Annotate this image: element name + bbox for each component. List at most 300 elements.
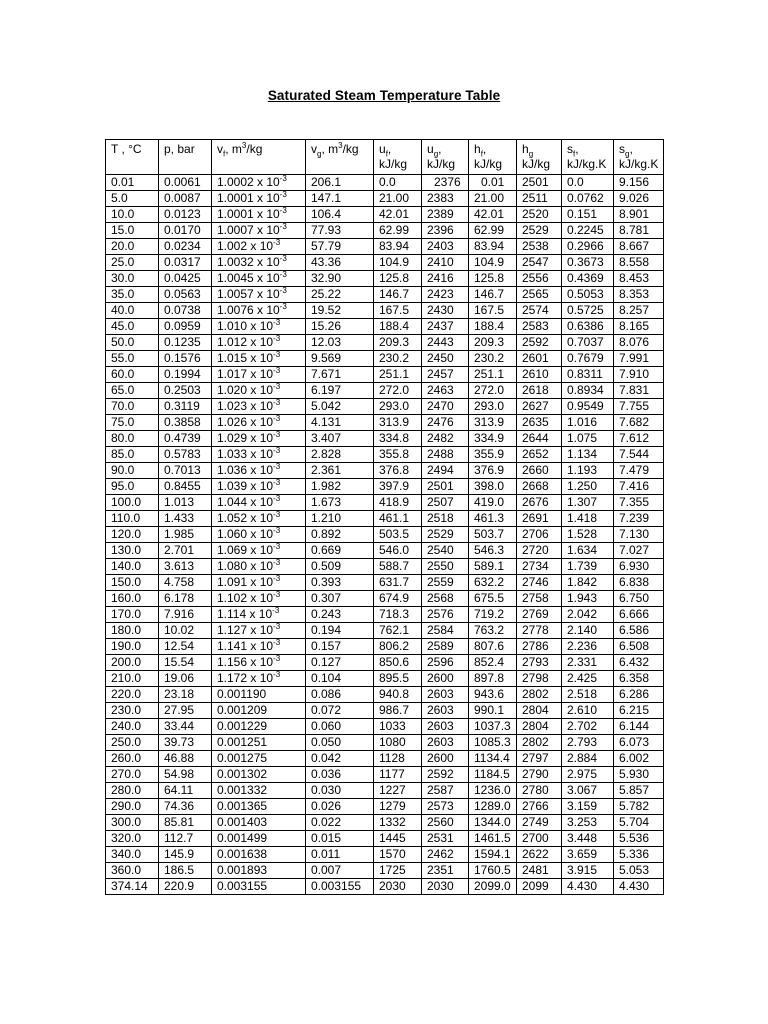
table-cell: 50.0 bbox=[106, 335, 159, 351]
table-cell: 0.0234 bbox=[159, 239, 212, 255]
header-subscript: g bbox=[433, 149, 439, 159]
table-cell: 167.5 bbox=[374, 303, 422, 319]
table-cell: 2538 bbox=[517, 239, 562, 255]
table-cell: 546.3 bbox=[469, 543, 517, 559]
table-cell: 2603 bbox=[422, 735, 469, 751]
table-row bbox=[106, 255, 664, 271]
table-cell: 6.073 bbox=[614, 735, 664, 751]
table-cell: 60.0 bbox=[106, 367, 159, 383]
table-cell: 1134.4 bbox=[469, 751, 517, 767]
table-cell: 2798 bbox=[517, 671, 562, 687]
table-row bbox=[106, 191, 664, 207]
table-cell: 145.9 bbox=[159, 847, 212, 863]
table-cell: 2488 bbox=[422, 447, 469, 463]
table-cell: 1.418 bbox=[562, 511, 614, 527]
table-cell: 0.0170 bbox=[159, 223, 212, 239]
table-cell: 2565 bbox=[517, 287, 562, 303]
table-row bbox=[106, 383, 664, 399]
table-cell: 9.569 bbox=[306, 351, 374, 367]
table-cell: 110.0 bbox=[106, 511, 159, 527]
table-cell: 9.026 bbox=[614, 191, 664, 207]
table-cell: 2450 bbox=[422, 351, 469, 367]
table-cell: 2706 bbox=[517, 527, 562, 543]
table-cell: 106.4 bbox=[306, 207, 374, 223]
exponent: -3 bbox=[273, 638, 281, 647]
exponent: -3 bbox=[279, 206, 287, 215]
table-cell: 2351 bbox=[422, 863, 469, 879]
table-cell: 190.0 bbox=[106, 639, 159, 655]
header-subscript: f bbox=[223, 149, 226, 159]
table-cell: 27.95 bbox=[159, 703, 212, 719]
exponent: -3 bbox=[279, 270, 287, 279]
exponent: -3 bbox=[273, 398, 281, 407]
table-cell: 6.432 bbox=[614, 655, 664, 671]
table-cell: 8.165 bbox=[614, 319, 664, 335]
table-cell: 0.892 bbox=[306, 527, 374, 543]
table-cell: 6.286 bbox=[614, 687, 664, 703]
table-cell: 0.036 bbox=[306, 767, 374, 783]
table-cell: 2437 bbox=[422, 319, 469, 335]
exponent: -3 bbox=[273, 574, 281, 583]
table-cell: 5.042 bbox=[306, 399, 374, 415]
exponent: -3 bbox=[273, 526, 281, 535]
table-cell: 90.0 bbox=[106, 463, 159, 479]
table-cell: 8.353 bbox=[614, 287, 664, 303]
table-cell: 4.131 bbox=[306, 415, 374, 431]
table-cell: 1461.5 bbox=[469, 831, 517, 847]
table-cell: 7.027 bbox=[614, 543, 664, 559]
table-cell: 95.0 bbox=[106, 479, 159, 495]
table-cell: 251.1 bbox=[374, 367, 422, 383]
table-cell: 2030 bbox=[374, 879, 422, 895]
table-cell: 313.9 bbox=[374, 415, 422, 431]
table-cell: 1177 bbox=[374, 767, 422, 783]
table-cell: 1.250 bbox=[562, 479, 614, 495]
table-cell: 0.0563 bbox=[159, 287, 212, 303]
exponent: -3 bbox=[273, 238, 281, 247]
table-cell: 210.0 bbox=[106, 671, 159, 687]
table-row bbox=[106, 607, 664, 623]
table-cell: 8.257 bbox=[614, 303, 664, 319]
table-cell: 675.5 bbox=[469, 591, 517, 607]
table-row bbox=[106, 575, 664, 591]
table-cell: 0.022 bbox=[306, 815, 374, 831]
table-cell: 2470 bbox=[422, 399, 469, 415]
table-cell: 188.4 bbox=[374, 319, 422, 335]
column-header-symbol: $s_g$, bbox=[619, 142, 633, 159]
table-cell: 2507 bbox=[422, 495, 469, 511]
table-cell: 300.0 bbox=[106, 815, 159, 831]
table-cell: 39.73 bbox=[159, 735, 212, 751]
table-cell: 1.985 bbox=[159, 527, 212, 543]
table-cell: 0.001190 bbox=[212, 687, 306, 703]
table-cell: 1.156 x $10^{-3}$ bbox=[212, 655, 306, 671]
table-cell: 0.243 bbox=[306, 607, 374, 623]
table-cell: 1.141 x $10^{-3}$ bbox=[212, 639, 306, 655]
table-cell: 2099.0 bbox=[469, 879, 517, 895]
table-cell: 6.002 bbox=[614, 751, 664, 767]
table-cell: 0.5053 bbox=[562, 287, 614, 303]
table-cell: 21.00 bbox=[469, 191, 517, 207]
table-cell: 2529 bbox=[517, 223, 562, 239]
table-cell: 374.14 bbox=[106, 879, 159, 895]
table-cell: 2463 bbox=[422, 383, 469, 399]
table-cell: 1.010 x $10^{-3}$ bbox=[212, 319, 306, 335]
table-cell: 0.01 bbox=[469, 175, 517, 191]
table-cell: 1279 bbox=[374, 799, 422, 815]
exponent: -3 bbox=[273, 670, 281, 679]
table-cell: 0.0317 bbox=[159, 255, 212, 271]
table-cell: 334.8 bbox=[374, 431, 422, 447]
table-cell: 0.072 bbox=[306, 703, 374, 719]
table-row bbox=[106, 239, 664, 255]
table-cell: 2.884 bbox=[562, 751, 614, 767]
table-cell: 0.393 bbox=[306, 575, 374, 591]
table-cell: 461.3 bbox=[469, 511, 517, 527]
page-title: Saturated Steam Temperature Table bbox=[267, 88, 501, 103]
table-cell: 7.355 bbox=[614, 495, 664, 511]
table-cell: 270.0 bbox=[106, 767, 159, 783]
table-cell: 186.5 bbox=[159, 863, 212, 879]
exponent: -3 bbox=[279, 190, 287, 199]
table-cell: 588.7 bbox=[374, 559, 422, 575]
table-cell: 7.671 bbox=[306, 367, 374, 383]
column-header bbox=[106, 140, 159, 175]
table-cell: 290.0 bbox=[106, 799, 159, 815]
column-header-symbol: $v_f$, $m^3/kg$ bbox=[217, 141, 263, 159]
table-cell: 272.0 bbox=[469, 383, 517, 399]
table-cell: 0.007 bbox=[306, 863, 374, 879]
table-cell: 0.060 bbox=[306, 719, 374, 735]
table-cell: 0.0959 bbox=[159, 319, 212, 335]
table-cell: 461.1 bbox=[374, 511, 422, 527]
table-cell: 2547 bbox=[517, 255, 562, 271]
table-cell: 1.023 x $10^{-3}$ bbox=[212, 399, 306, 415]
table-cell: 1.842 bbox=[562, 575, 614, 591]
header-subscript: g bbox=[625, 149, 630, 159]
table-cell: 0.0738 bbox=[159, 303, 212, 319]
table-cell: 0.0762 bbox=[562, 191, 614, 207]
table-cell: 104.9 bbox=[469, 255, 517, 271]
table-cell: 230.2 bbox=[469, 351, 517, 367]
table-cell: 104.9 bbox=[374, 255, 422, 271]
table-row bbox=[106, 879, 664, 895]
table-cell: 2749 bbox=[517, 815, 562, 831]
table-cell: 2482 bbox=[422, 431, 469, 447]
table-cell: 355.9 bbox=[469, 447, 517, 463]
exponent: -3 bbox=[279, 174, 287, 183]
table-cell: 719.2 bbox=[469, 607, 517, 623]
table-cell: 1.528 bbox=[562, 527, 614, 543]
table-cell: 943.6 bbox=[469, 687, 517, 703]
column-header-unit: kJ/kg.K bbox=[567, 157, 607, 171]
table-cell: 2603 bbox=[422, 719, 469, 735]
table-cell: 1594.1 bbox=[469, 847, 517, 863]
table-cell: 25.0 bbox=[106, 255, 159, 271]
table-cell: 230.2 bbox=[374, 351, 422, 367]
table-row bbox=[106, 703, 664, 719]
table-cell: 75.0 bbox=[106, 415, 159, 431]
table-cell: 2778 bbox=[517, 623, 562, 639]
exponent: -3 bbox=[273, 590, 281, 599]
column-header bbox=[469, 140, 517, 175]
table-cell: 112.7 bbox=[159, 831, 212, 847]
table-cell: 1.069 x $10^{-3}$ bbox=[212, 543, 306, 559]
table-cell: 77.93 bbox=[306, 223, 374, 239]
exponent: -3 bbox=[273, 318, 281, 327]
table-cell: 2576 bbox=[422, 607, 469, 623]
table-cell: 2501 bbox=[422, 479, 469, 495]
table-cell: 376.9 bbox=[469, 463, 517, 479]
table-cell: 0.4739 bbox=[159, 431, 212, 447]
header-superscript: 3 bbox=[241, 141, 247, 150]
header-row bbox=[106, 140, 664, 175]
table-cell: 2099 bbox=[517, 879, 562, 895]
table-cell: 0.1235 bbox=[159, 335, 212, 351]
table-cell: 1.0045 x $10^{-3}$ bbox=[212, 271, 306, 287]
table-cell: 1.307 bbox=[562, 495, 614, 511]
table-cell: 2603 bbox=[422, 703, 469, 719]
table-cell: 250.0 bbox=[106, 735, 159, 751]
table-cell: 1.015 x $10^{-3}$ bbox=[212, 351, 306, 367]
table-cell: 272.0 bbox=[374, 383, 422, 399]
table-cell: 1289.0 bbox=[469, 799, 517, 815]
table-cell: 5.930 bbox=[614, 767, 664, 783]
table-cell: 632.2 bbox=[469, 575, 517, 591]
table-cell: 589.1 bbox=[469, 559, 517, 575]
table-cell: 1760.5 bbox=[469, 863, 517, 879]
table-cell: 2618 bbox=[517, 383, 562, 399]
table-cell: 9.156 bbox=[614, 175, 664, 191]
table-cell: 763.2 bbox=[469, 623, 517, 639]
table-cell: 2.042 bbox=[562, 607, 614, 623]
table-cell: 1.017 x $10^{-3}$ bbox=[212, 367, 306, 383]
table-cell: 2584 bbox=[422, 623, 469, 639]
table-cell: 1184.5 bbox=[469, 767, 517, 783]
table-cell: 2587 bbox=[422, 783, 469, 799]
table-cell: 0.1576 bbox=[159, 351, 212, 367]
column-header-symbol: $h_g$ bbox=[522, 142, 534, 159]
table-cell: 0.042 bbox=[306, 751, 374, 767]
table-cell: 0.001302 bbox=[212, 767, 306, 783]
table-cell: 2603 bbox=[422, 687, 469, 703]
table-cell: 2518 bbox=[422, 511, 469, 527]
table-cell: 1.0002 x $10^{-3}$ bbox=[212, 175, 306, 191]
table-cell: 2556 bbox=[517, 271, 562, 287]
table-cell: 4.758 bbox=[159, 575, 212, 591]
table-cell: 3.253 bbox=[562, 815, 614, 831]
table-cell: 1.033 x $10^{-3}$ bbox=[212, 447, 306, 463]
table-cell: 240.0 bbox=[106, 719, 159, 735]
table-cell: 2540 bbox=[422, 543, 469, 559]
table-row bbox=[106, 687, 664, 703]
table-cell: 2529 bbox=[422, 527, 469, 543]
table-cell: 2660 bbox=[517, 463, 562, 479]
table-cell: 0.0 bbox=[374, 175, 422, 191]
table-cell: 1.052 x $10^{-3}$ bbox=[212, 511, 306, 527]
table-cell: 1.075 bbox=[562, 431, 614, 447]
column-header-unit: kJ/kg bbox=[427, 157, 456, 171]
table-cell: 40.0 bbox=[106, 303, 159, 319]
table-cell: 5.0 bbox=[106, 191, 159, 207]
table-cell: 1725 bbox=[374, 863, 422, 879]
table-cell: 2676 bbox=[517, 495, 562, 511]
table-cell: 0.194 bbox=[306, 623, 374, 639]
table-cell: 0.001499 bbox=[212, 831, 306, 847]
table-row bbox=[106, 863, 664, 879]
table-cell: 334.9 bbox=[469, 431, 517, 447]
table-cell: 0.086 bbox=[306, 687, 374, 703]
table-cell: 74.36 bbox=[159, 799, 212, 815]
table-cell: 1344.0 bbox=[469, 815, 517, 831]
table-cell: 15.26 bbox=[306, 319, 374, 335]
table-cell: 762.1 bbox=[374, 623, 422, 639]
table-cell: 2.975 bbox=[562, 767, 614, 783]
table-row bbox=[106, 223, 664, 239]
table-row bbox=[106, 479, 664, 495]
table-row bbox=[106, 751, 664, 767]
table-cell: 2583 bbox=[517, 319, 562, 335]
exponent: -3 bbox=[279, 302, 287, 311]
table-row bbox=[106, 207, 664, 223]
table-cell: 0.509 bbox=[306, 559, 374, 575]
exponent: -3 bbox=[273, 350, 281, 359]
column-header-symbol: $s_f$, bbox=[567, 142, 579, 159]
column-header bbox=[212, 140, 306, 175]
table-row bbox=[106, 463, 664, 479]
table-cell: 1.433 bbox=[159, 511, 212, 527]
table-cell: 0.026 bbox=[306, 799, 374, 815]
table-cell: 897.8 bbox=[469, 671, 517, 687]
table-cell: 355.8 bbox=[374, 447, 422, 463]
table-cell: 2589 bbox=[422, 639, 469, 655]
exponent: -3 bbox=[273, 382, 281, 391]
table-cell: 0.001251 bbox=[212, 735, 306, 751]
table-cell: 170.0 bbox=[106, 607, 159, 623]
table-cell: 293.0 bbox=[374, 399, 422, 415]
table-cell: 125.8 bbox=[469, 271, 517, 287]
table-cell: 1.044 x $10^{-3}$ bbox=[212, 495, 306, 511]
table-cell: 0.8934 bbox=[562, 383, 614, 399]
table-cell: 503.5 bbox=[374, 527, 422, 543]
table-cell: 2804 bbox=[517, 703, 562, 719]
header-subscript: g bbox=[528, 149, 534, 159]
column-header-symbol: T , °C bbox=[111, 142, 142, 156]
table-cell: 1.0076 x $10^{-3}$ bbox=[212, 303, 306, 319]
table-cell: 130.0 bbox=[106, 543, 159, 559]
exponent: -3 bbox=[273, 622, 281, 631]
table-cell: 209.3 bbox=[469, 335, 517, 351]
column-header-symbol: p, bar bbox=[164, 142, 195, 156]
table-row bbox=[106, 399, 664, 415]
table-cell: 160.0 bbox=[106, 591, 159, 607]
table-row bbox=[106, 543, 664, 559]
exponent: -3 bbox=[272, 606, 280, 615]
table-cell: 418.9 bbox=[374, 495, 422, 511]
table-row bbox=[106, 671, 664, 687]
table-cell: 33.44 bbox=[159, 719, 212, 735]
table-cell: 1080 bbox=[374, 735, 422, 751]
table-cell: 43.36 bbox=[306, 255, 374, 271]
table-cell: 2746 bbox=[517, 575, 562, 591]
table-cell: 1.739 bbox=[562, 559, 614, 575]
table-cell: 200.0 bbox=[106, 655, 159, 671]
table-cell: 2511 bbox=[517, 191, 562, 207]
table-cell: 2627 bbox=[517, 399, 562, 415]
table-cell: 2668 bbox=[517, 479, 562, 495]
table-cell: 2596 bbox=[422, 655, 469, 671]
table-cell: 57.79 bbox=[306, 239, 374, 255]
table-cell: 20.0 bbox=[106, 239, 159, 255]
table-cell: 80.0 bbox=[106, 431, 159, 447]
table-cell: 2.828 bbox=[306, 447, 374, 463]
table-cell: 940.8 bbox=[374, 687, 422, 703]
table-cell: 8.901 bbox=[614, 207, 664, 223]
table-cell: 1.036 x $10^{-3}$ bbox=[212, 463, 306, 479]
table-cell: 718.3 bbox=[374, 607, 422, 623]
table-row bbox=[106, 351, 664, 367]
table-cell: 0.001638 bbox=[212, 847, 306, 863]
table-cell: 1.039 x $10^{-3}$ bbox=[212, 479, 306, 495]
table-cell: 2.610 bbox=[562, 703, 614, 719]
table-cell: 125.8 bbox=[374, 271, 422, 287]
table-cell: 2.140 bbox=[562, 623, 614, 639]
table-cell: 0.669 bbox=[306, 543, 374, 559]
table-cell: 0.001209 bbox=[212, 703, 306, 719]
table-row bbox=[106, 447, 664, 463]
table-cell: 0.151 bbox=[562, 207, 614, 223]
column-header-symbol: $v_g$, $m^3/kg$ bbox=[311, 141, 359, 159]
header-subscript: f bbox=[480, 149, 483, 159]
table-cell: 6.508 bbox=[614, 639, 664, 655]
table-cell: 2531 bbox=[422, 831, 469, 847]
column-header-symbol: $u_f$, bbox=[379, 142, 392, 159]
table-cell: 251.1 bbox=[469, 367, 517, 383]
table-cell: 32.90 bbox=[306, 271, 374, 287]
table-cell: 852.4 bbox=[469, 655, 517, 671]
table-cell: 1.134 bbox=[562, 447, 614, 463]
table-cell: 70.0 bbox=[106, 399, 159, 415]
header-subscript: g bbox=[317, 149, 322, 159]
table-row bbox=[106, 847, 664, 863]
table-cell: 397.9 bbox=[374, 479, 422, 495]
table-cell: 55.0 bbox=[106, 351, 159, 367]
table-cell: 6.586 bbox=[614, 623, 664, 639]
table-row bbox=[106, 415, 664, 431]
table-cell: 0.001275 bbox=[212, 751, 306, 767]
table-cell: 360.0 bbox=[106, 863, 159, 879]
table-cell: 10.02 bbox=[159, 623, 212, 639]
table-cell: 376.8 bbox=[374, 463, 422, 479]
table-cell: 0.2503 bbox=[159, 383, 212, 399]
column-header-unit: kJ/kg bbox=[522, 157, 551, 171]
column-header bbox=[159, 140, 212, 175]
table-row bbox=[106, 655, 664, 671]
exponent: -3 bbox=[273, 510, 281, 519]
table-cell: 62.99 bbox=[469, 223, 517, 239]
table-cell: 2494 bbox=[422, 463, 469, 479]
table-cell: 0.003155 bbox=[306, 879, 374, 895]
table-cell: 7.239 bbox=[614, 511, 664, 527]
table-cell: 293.0 bbox=[469, 399, 517, 415]
table-row bbox=[106, 335, 664, 351]
column-header-symbol: $u_g$, bbox=[427, 142, 442, 159]
table-cell: 1227 bbox=[374, 783, 422, 799]
column-header bbox=[422, 140, 469, 175]
table-cell: 3.448 bbox=[562, 831, 614, 847]
table-cell: 15.54 bbox=[159, 655, 212, 671]
table-cell: 2481 bbox=[517, 863, 562, 879]
